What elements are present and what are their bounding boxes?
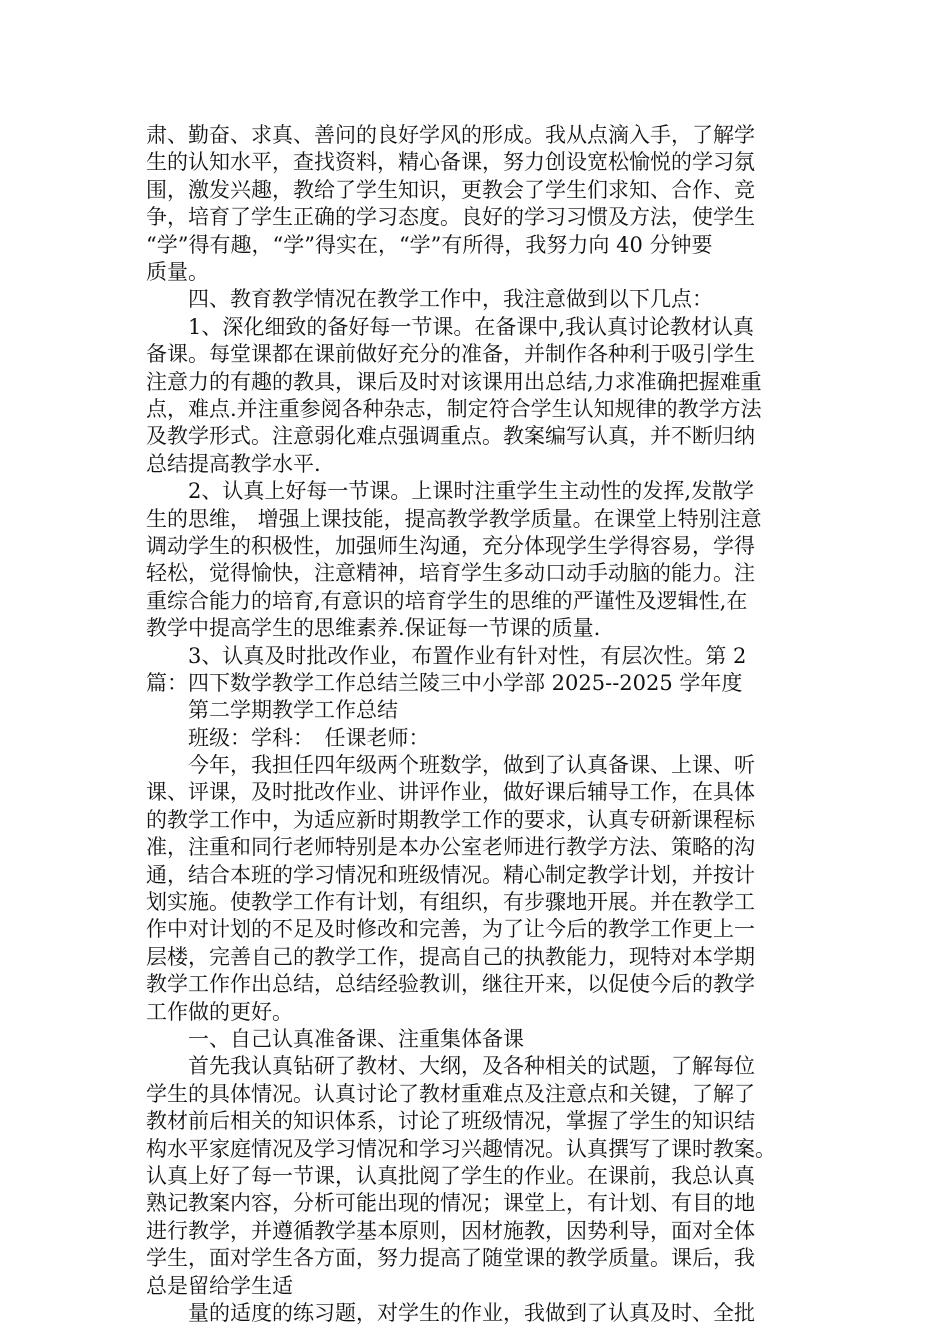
text-line: 重综合能力的培育,有意识的培育学生的思维的严谨性及逻辑性,在 bbox=[146, 589, 748, 613]
text-line: 争，培育了学生正确的学习态度。良好的学习习惯及方法，使学生 bbox=[146, 205, 755, 229]
text-line: 点，难点.并注重参阅各种杂志，制定符合学生认知规律的教学方法 bbox=[146, 397, 762, 421]
text-line: 调动学生的积极性，加强师生沟通，充分体现学生学得容易，学得 bbox=[146, 534, 755, 558]
text-line: 的教学工作中，为适应新时期教学工作的要求，认真专研新课程标 bbox=[146, 808, 755, 832]
text-line: 总是留给学生适 bbox=[146, 1274, 293, 1298]
text-line: 通，结合本班的学习情况和班级情况。精心制定教学计划，并按计 bbox=[146, 863, 755, 887]
text-line: 层楼，完善自己的教学工作，提高自己的执教能力，现特对本学期 bbox=[146, 945, 755, 969]
text-line: 生的思维， 增强上课技能，提高教学教学质量。在课堂上特别注意 bbox=[146, 507, 762, 531]
text-line: 注意力的有趣的教具，课后及时对该课用出总结,力求准确把握难重 bbox=[146, 370, 762, 394]
text-line: 量的适度的练习题，对学生的作业，我做到了认真及时、全批 bbox=[146, 1301, 755, 1325]
text-line: 课、评课，及时批改作业、讲评作业，做好课后辅导工作，在具体 bbox=[146, 780, 755, 804]
text-line: 工作做的更好。 bbox=[146, 1000, 293, 1024]
text-line: 教学中提高学生的思维素养.保证每一节课的质量. bbox=[146, 616, 601, 640]
text-line: 进行教学，并遵循教学基本原则，因材施教，因势利导，面对全体 bbox=[146, 1219, 755, 1243]
text-line: 1、深化细致的备好每一节课。在备课中,我认真讨论教材认真 bbox=[146, 315, 755, 339]
text-line: 质量。 bbox=[146, 260, 209, 284]
text-line: 熟记教案内容，分析可能出现的情况；课堂上，有计划、有目的地 bbox=[146, 1191, 755, 1215]
text-line: 首先我认真钻研了教材、大纲，及各种相关的试题，了解每位 bbox=[146, 1054, 755, 1078]
text-line: 3、认真及时批改作业，布置作业有针对性，有层次性。第 2 bbox=[146, 644, 747, 668]
text-line: 篇：四下数学教学工作总结兰陵三中小学部 2025--2025 学年度 bbox=[146, 671, 743, 695]
text-line: 认真上好了每一节课，认真批阅了学生的作业。在课前，我总认真 bbox=[146, 1164, 755, 1188]
text-line: 肃、勤奋、求真、善问的良好学风的形成。我从点滴入手，了解学 bbox=[146, 123, 755, 147]
text-line: 学生的具体情况。认真讨论了教材重难点及注意点和关键，了解了 bbox=[146, 1082, 755, 1106]
text-line: 划实施。使教学工作有计划，有组织，有步骤地开展。并在教学工 bbox=[146, 890, 755, 914]
text-line: 围，激发兴趣，教给了学生知识，更教会了学生们求知、合作、竞 bbox=[146, 178, 755, 202]
text-line: 生的认知水平，查找资料，精心备课，努力创设宽松愉悦的学习氛 bbox=[146, 150, 755, 174]
text-line: 班级：学科： 任课老师： bbox=[146, 726, 430, 750]
section-heading: 第二学期教学工作总结 bbox=[146, 698, 398, 722]
text-line: 备课。每堂课都在课前做好充分的准备，并制作各种利于吸引学生 bbox=[146, 342, 755, 366]
text-line: 教学工作作出总结，总结经验教训，继往开来，以促使今后的教学 bbox=[146, 972, 755, 996]
text-line: 作中对计划的不足及时修改和完善，为了让今后的教学工作更上一 bbox=[146, 917, 755, 941]
text-line: 轻松，觉得愉快，注意精神，培育学生多动口动手动脑的能力。注 bbox=[146, 561, 755, 585]
section-heading: 一、自己认真准备课、注重集体备课 bbox=[146, 1027, 524, 1051]
section-heading: 四、教育教学情况在教学工作中，我注意做到以下几点： bbox=[146, 287, 713, 311]
text-line: “学”得有趣，“学”得实在，“学”有所得，我努力向 40 分钟要 bbox=[146, 233, 713, 257]
text-line: 学生，面对学生各方面，努力提高了随堂课的教学质量。课后，我 bbox=[146, 1246, 755, 1270]
text-line: 今年，我担任四年级两个班数学，做到了认真备课、上课、听 bbox=[146, 753, 755, 777]
text-line: 及教学形式。注意弱化难点强调重点。教案编写认真，并不断归纳 bbox=[146, 424, 755, 448]
text-line: 构水平家庭情况及学习情况和学习兴趣情况。认真撰写了课时教案。 bbox=[146, 1137, 776, 1161]
text-line: 准，注重和同行老师特别是本办公室老师进行教学方法、策略的沟 bbox=[146, 835, 755, 859]
text-line: 总结提高教学水平. bbox=[146, 452, 321, 476]
text-line: 2、认真上好每一节课。上课时注重学生主动性的发挥,发散学 bbox=[146, 479, 755, 503]
text-line: 教材前后相关的知识体系，讨论了班级情况，掌握了学生的知识结 bbox=[146, 1109, 755, 1133]
